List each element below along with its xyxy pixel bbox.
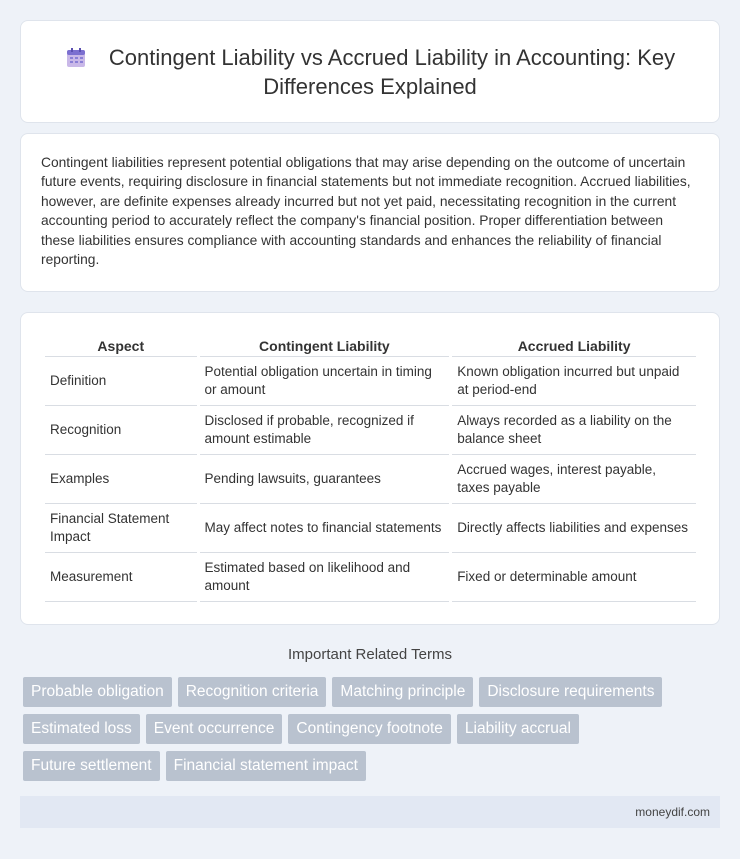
table-cell: May affect notes to financial statements xyxy=(200,504,450,553)
term-tag[interactable]: Recognition criteria xyxy=(178,677,327,707)
header-accrued: Accrued Liability xyxy=(452,335,696,357)
comparison-table-card xyxy=(20,312,720,625)
table-cell: Pending lawsuits, guarantees xyxy=(200,455,450,504)
table-header-row xyxy=(45,335,696,357)
table-cell: Definition xyxy=(45,357,197,406)
table-cell: Disclosed if probable, recognized if amount estimable xyxy=(200,406,450,455)
header-contingent: Contingent Liability xyxy=(200,335,450,357)
term-tag[interactable]: Probable obligation xyxy=(23,677,172,707)
related-terms-title: Important Related Terms xyxy=(288,646,452,663)
summary-text: Contingent liabilities represent potential obligations that may arise depending on the outcome of uncertain future events, requiring disclosure in financial statements but not immediate recognition. Accrued liabilities, however, are definite expenses already incurred but not yet paid, necessitating recognition in the current accounting period to accurately reflect the company's financial position. Proper differentiation between these liabilities ensures compliance with accounting standards and enhances the reliability of financial reporting. xyxy=(41,155,691,268)
table-cell: Measurement xyxy=(45,553,197,602)
term-tag[interactable]: Matching principle xyxy=(332,677,473,707)
summary-card xyxy=(20,133,720,292)
table-cell: Examples xyxy=(45,455,197,504)
term-tag[interactable]: Event occurrence xyxy=(146,714,283,744)
page-title xyxy=(21,43,719,101)
table-cell: Estimated based on likelihood and amount xyxy=(200,553,450,602)
table-cell: Known obligation incurred but unpaid at period-end xyxy=(452,357,696,406)
footer-site-link[interactable]: moneydif.com xyxy=(635,805,710,819)
table-row xyxy=(45,357,696,406)
table-cell: Always recorded as a liability on the balance sheet xyxy=(452,406,696,455)
comparison-table xyxy=(42,335,699,602)
table-cell: Recognition xyxy=(45,406,197,455)
header-aspect: Aspect xyxy=(45,335,197,357)
term-tag[interactable]: Disclosure requirements xyxy=(479,677,662,707)
table-cell: Directly affects liabilities and expenses xyxy=(452,504,696,553)
table-row xyxy=(45,553,696,602)
term-tag[interactable]: Estimated loss xyxy=(23,714,140,744)
table-cell: Potential obligation uncertain in timing or amount xyxy=(200,357,450,406)
table-cell: Financial Statement Impact xyxy=(45,504,197,553)
calendar-icon xyxy=(65,47,87,69)
title-card xyxy=(20,20,720,123)
related-terms-list xyxy=(23,677,713,781)
table-cell: Fixed or determinable amount xyxy=(452,553,696,602)
table-row xyxy=(45,504,696,553)
table-row xyxy=(45,406,696,455)
table-row xyxy=(45,455,696,504)
term-tag[interactable]: Financial statement impact xyxy=(166,751,366,781)
term-tag[interactable]: Future settlement xyxy=(23,751,160,781)
term-tag[interactable]: Contingency footnote xyxy=(288,714,451,744)
table-cell: Accrued wages, interest payable, taxes payable xyxy=(452,455,696,504)
footer xyxy=(20,796,720,828)
page-title-text: Contingent Liability vs Accrued Liability in Accounting: Key Differences Explained xyxy=(108,45,676,99)
term-tag[interactable]: Liability accrual xyxy=(457,714,579,744)
